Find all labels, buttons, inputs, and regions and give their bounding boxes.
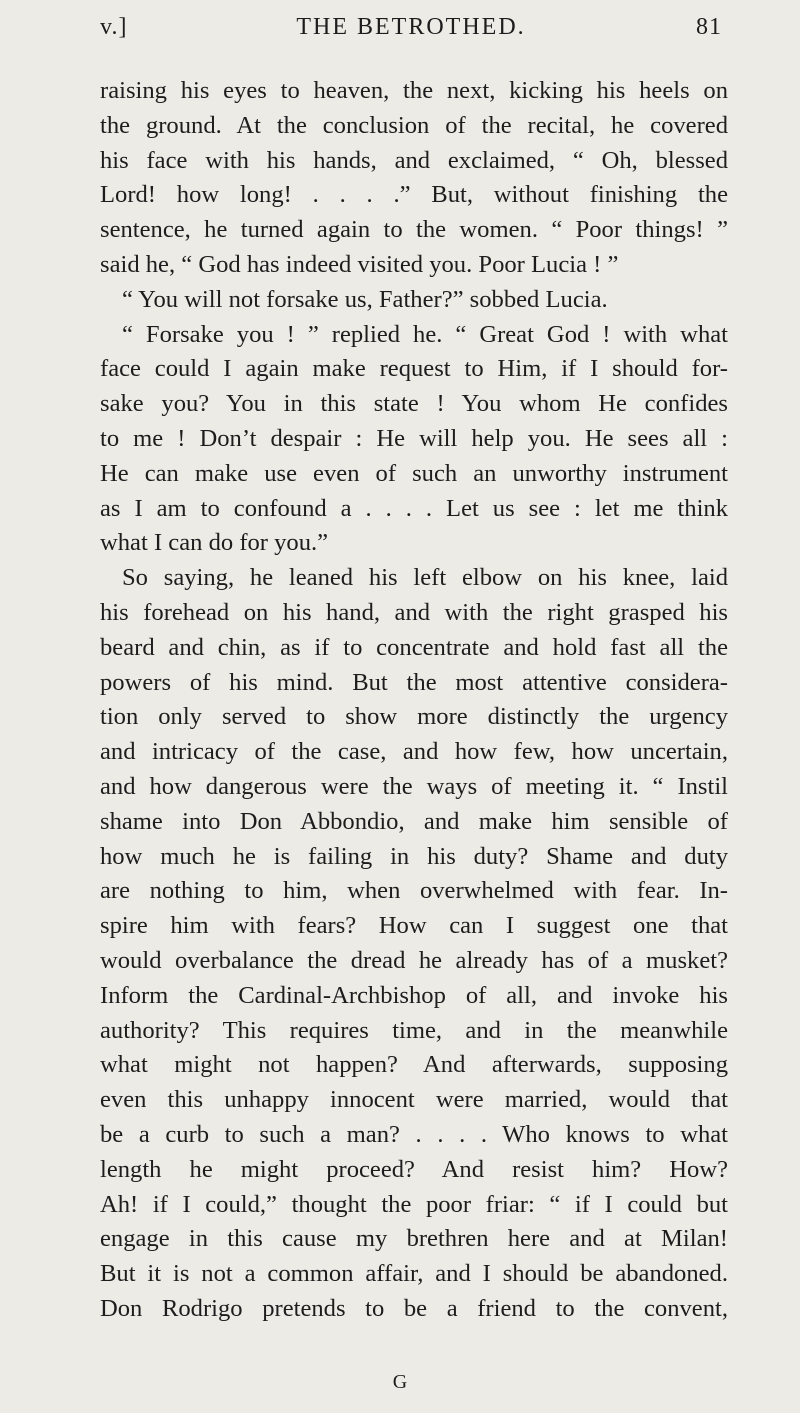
text-line: engage in this cause my brethren here and at Milan! — [100, 1225, 728, 1253]
page-body — [100, 74, 728, 1327]
text-line: authority? This requires time, and in the meanwhile — [100, 1016, 728, 1044]
text-line: But it is not a common affair, and I should be abandoned. — [100, 1260, 728, 1288]
text-line: as I am to confound a . . . . Let us see : let me think — [100, 494, 728, 522]
text-line: powers of his mind. But the most attentive considera- — [100, 668, 728, 696]
text-line: “ Forsake you ! ” replied he. “ Great God ! with what — [122, 320, 728, 348]
text-line: and intricacy of the case, and how few, how uncertain, — [100, 738, 728, 766]
text-line: be a curb to such a man? . . . . Who knows to what — [100, 1120, 728, 1148]
paragraph-2 — [100, 283, 728, 318]
text-line: how much he is failing in his duty? Shame and duty — [100, 842, 728, 870]
text-line: beard and chin, as if to concentrate and hold fast all the — [100, 633, 728, 661]
text-line: his forehead on his hand, and with the right grasped his — [100, 598, 728, 626]
text-line: are nothing to him, when overwhelmed with fear. In- — [100, 877, 728, 905]
text-line: length he might proceed? And resist him? How? — [100, 1155, 728, 1183]
text-line: Inform the Cardinal-Archbishop of all, and invoke his — [100, 981, 728, 1009]
text-line: even this unhappy innocent were married, would that — [100, 1086, 728, 1114]
text-line: and how dangerous were the ways of meeting it. “ Instil — [100, 772, 728, 800]
text-line: said he, “ God has indeed visited you. Poor Lucia ! ” — [100, 250, 619, 278]
text-line: He can make use even of such an unworthy instrument — [100, 459, 728, 487]
text-line: Ah! if I could,” thought the poor friar: “ if I could but — [100, 1190, 728, 1218]
running-title: THE BETROTHED. — [296, 14, 526, 40]
text-line: the ground. At the conclusion of the recital, he covered — [100, 111, 728, 139]
text-line: what I can do for you.” — [100, 529, 329, 557]
paragraph-3 — [100, 318, 728, 562]
text-line: Don Rodrigo pretends to be a friend to the convent, — [100, 1294, 728, 1322]
text-line: would overbalance the dread he already has of a musket? — [100, 946, 728, 974]
running-header — [100, 14, 722, 54]
text-line: Lord! how long! . . . .” But, without finishing the — [100, 181, 728, 209]
page-number: 81 — [696, 14, 722, 40]
text-line: So saying, he leaned his left elbow on his knee, laid — [122, 564, 728, 592]
paragraph-4 — [100, 561, 728, 1327]
text-line: sentence, he turned again to the women. “ Poor things! ” — [100, 216, 728, 244]
text-line: his face with his hands, and exclaimed, “ Oh, blessed — [100, 146, 728, 174]
text-line: tion only served to show more distinctly the urgency — [100, 703, 728, 731]
section-marker: v.] — [100, 14, 128, 40]
text-line: sake you? You in this state ! You whom He confides — [100, 390, 728, 418]
text-line: spire him with fears? How can I suggest one that — [100, 912, 728, 940]
text-line: what might not happen? And afterwards, supposing — [100, 1051, 728, 1079]
text-line: face could I again make request to Him, if I should for- — [100, 355, 728, 383]
text-line: “ You will not forsake us, Father?” sobbed Lucia. — [122, 285, 608, 313]
signature-mark: G — [392, 1371, 408, 1393]
text-line: raising his eyes to heaven, the next, kicking his heels on — [100, 77, 728, 104]
text-line: shame into Don Abbondio, and make him sensible of — [100, 807, 728, 835]
paragraph-1 — [100, 74, 728, 283]
text-line: to me ! Don’t despair : He will help you. He sees all : — [100, 424, 728, 452]
